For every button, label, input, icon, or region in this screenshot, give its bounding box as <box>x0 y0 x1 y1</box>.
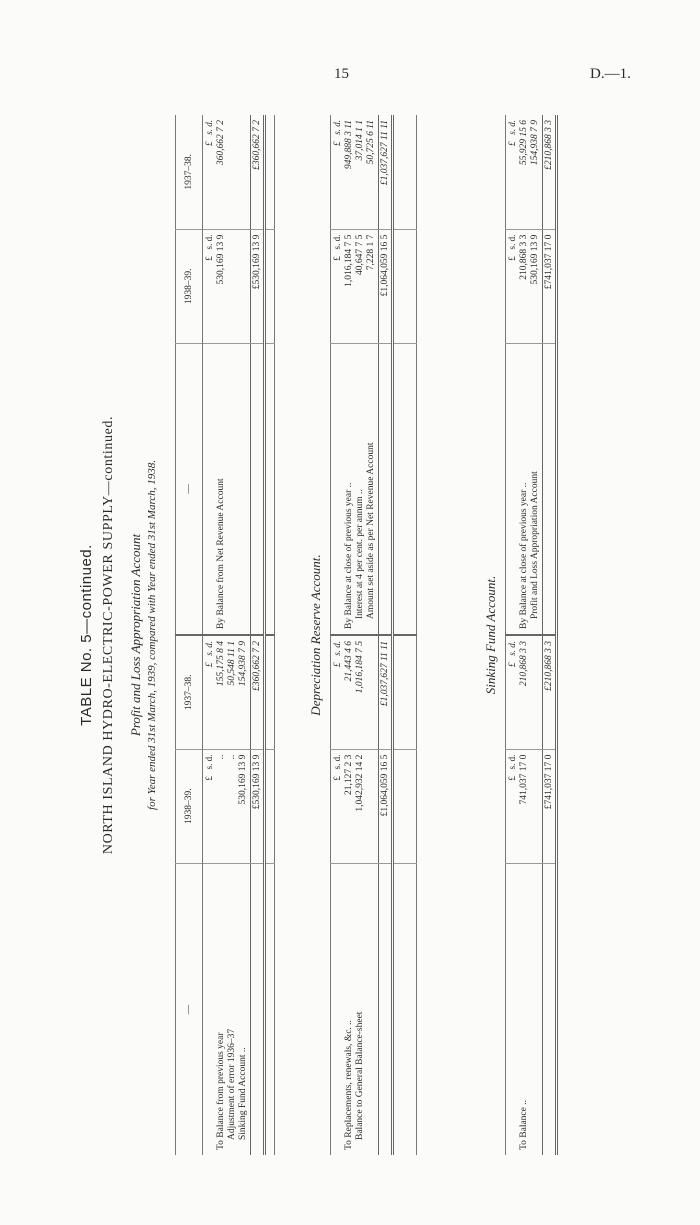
credit-item: By Balance from Net Revenue Account <box>216 478 226 630</box>
total-1937-38: £1,037,627 11 11 <box>379 115 393 229</box>
value-1938-39: 1,016,184 7 5 <box>344 234 354 287</box>
unit-label: £ s. d. <box>331 749 344 863</box>
value-1938-39: 210,868 3 3 <box>519 234 529 280</box>
value-1937-38: 55,929 15 6 <box>519 120 529 166</box>
pl-account-subtitle: for Year ended 31st March, 1939, compared with Year ended 31st March, 1938. <box>146 460 158 810</box>
header-1937-38: 1937–38. <box>176 635 203 749</box>
unit-label: £ s. d. <box>331 115 344 229</box>
value-1937-38: 154,938 7 9 <box>238 641 248 687</box>
debit-item: To Balance from previous year <box>216 1032 226 1150</box>
total-1938-39: £741,037 17 0 <box>543 229 557 343</box>
value-1938-39: 1,042,932 14 2 <box>355 754 365 812</box>
debit-item: Sinking Fund Account .. <box>238 1047 248 1140</box>
unit-label: £ s. d. <box>506 635 519 749</box>
total-1937-38: £210,868 3 3 <box>543 115 557 229</box>
value-1937-38: 37,014 1 1 <box>355 120 365 161</box>
value-1938-39: 7,228 1 7 <box>366 234 376 271</box>
unit-label: £ s. d. <box>331 635 344 749</box>
unit-label: £ s. d. <box>506 229 519 343</box>
unit-label: £ s. d. <box>506 749 519 863</box>
debit-item: Adjustment of error 1936–37 <box>227 1028 237 1140</box>
debit-item: To Replacements, renewals, &c. .. <box>344 1020 354 1150</box>
value-1937-38: 210,868 3 3 <box>519 641 529 687</box>
header-dash: — <box>176 343 203 635</box>
credit-item: Amount set aside as per Net Revenue Account <box>366 442 376 620</box>
value-1937-38: 1,016,184 7 5 <box>355 641 365 694</box>
credit-item: Profit and Loss Appropriation Account <box>530 471 540 620</box>
value-1937-38: 360,662 7 2 <box>216 120 226 166</box>
value-1938-39: 530,169 13 9 <box>530 234 540 285</box>
value-1937-38: 50,548 11 1 <box>227 641 237 686</box>
total-1937-38: £1,037,627 11 11 <box>379 635 393 749</box>
unit-label: £ s. d. <box>203 115 216 229</box>
sink-table <box>505 115 558 1155</box>
credit-item: By Balance at close of previous year .. <box>519 482 529 630</box>
dep-account-title: Depreciation Reserve Account. <box>308 554 323 716</box>
total-1938-39: £530,169 13 9 <box>251 749 265 863</box>
table-title: TABLE No. 5—continued. <box>78 544 95 726</box>
header-1937-38: 1937–38. <box>176 115 203 229</box>
unit-label: £ s. d. <box>203 749 216 863</box>
total-1938-39: £741,037 17 0 <box>543 749 557 863</box>
total-1937-38: £360,662 7 2 <box>251 115 265 229</box>
page-number: 15 <box>334 66 349 82</box>
value-1938-39: .. <box>227 754 237 760</box>
value-1938-39: 530,169 13 9 <box>238 754 248 805</box>
value-1938-39: 530,169 13 9 <box>216 234 226 285</box>
header-1938-39: 1938–39. <box>176 229 203 343</box>
value-1938-39: 40,647 7 5 <box>355 234 365 276</box>
debit-item: To Balance .. <box>519 1100 529 1150</box>
unit-label: £ s. d. <box>331 229 344 343</box>
value-1937-38: 154,938 7 9 <box>530 120 540 166</box>
debit-item: Balance to General Balance-sheet <box>355 1011 365 1140</box>
total-1937-38: £360,662 7 2 <box>251 635 265 749</box>
pl-table <box>175 115 275 1155</box>
value-1937-38: 949,888 3 11 <box>344 120 354 170</box>
supply-title: NORTH ISLAND HYDRO-ELECTRIC-POWER SUPPLY—continued. <box>101 415 116 855</box>
value-1938-39: 741,037 17 0 <box>519 754 529 805</box>
unit-label: £ s. d. <box>203 229 216 343</box>
total-1937-38: £210,868 3 3 <box>543 635 557 749</box>
header-dash: — <box>176 863 203 1155</box>
credit-item: Interest at 4 per cent. per annum .. <box>355 489 365 620</box>
value-1938-39: 21,127 2 3 <box>344 754 354 796</box>
total-1938-39: £1,064,059 16 5 <box>379 749 393 863</box>
header-1938-39: 1938–39. <box>176 749 203 863</box>
rotated-page <box>50 100 620 1170</box>
total-1938-39: £1,064,059 16 5 <box>379 229 393 343</box>
value-1937-38: 21,443 4 6 <box>344 641 354 682</box>
pl-account-title: Profit and Loss Appropriation Account <box>128 533 143 737</box>
unit-label: £ s. d. <box>506 115 519 229</box>
debit-descriptions <box>215 863 251 1155</box>
credit-item: By Balance at close of previous year .. <box>344 482 354 630</box>
value-1937-38: 155,175 8 4 <box>216 641 226 687</box>
sink-account-title: Sinking Fund Account. <box>483 575 498 695</box>
dep-table <box>330 115 417 1155</box>
page-reference: D.—1. <box>590 66 631 82</box>
value-1937-38: 50,725 6 11 <box>366 120 376 165</box>
unit-label: £ s. d. <box>203 635 216 749</box>
value-1938-39: .. <box>216 754 226 760</box>
total-1938-39: £530,169 13 9 <box>251 229 265 343</box>
